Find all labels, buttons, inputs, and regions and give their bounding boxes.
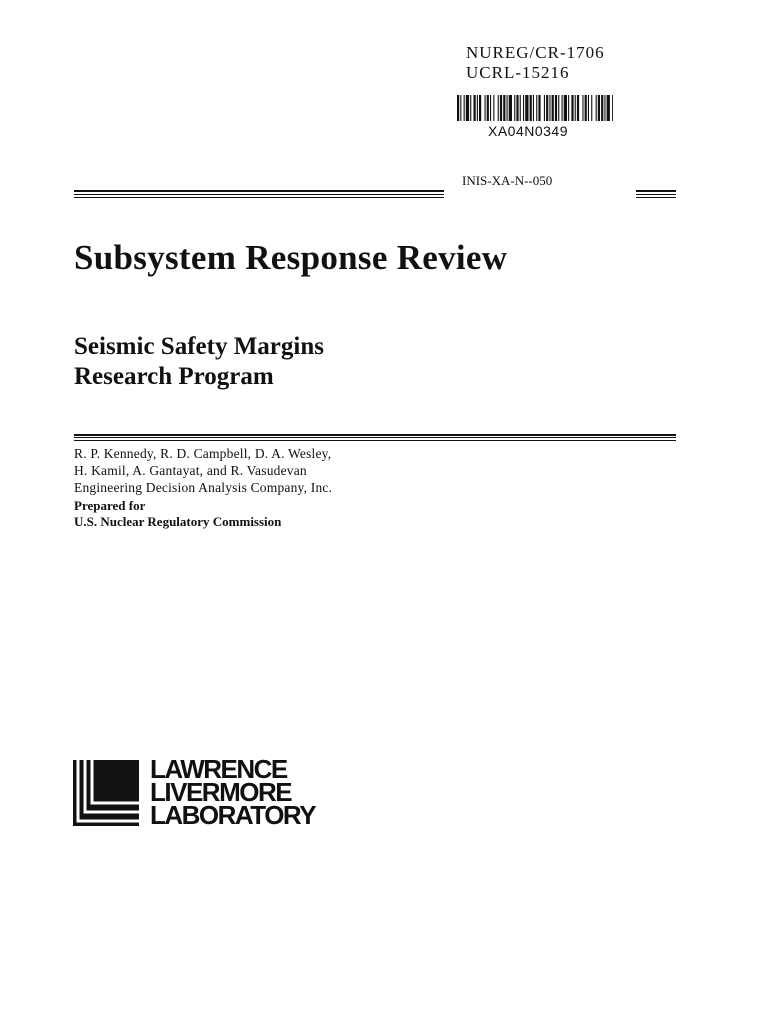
barcode-bar — [457, 95, 459, 121]
barcode-bar — [549, 95, 550, 121]
barcode-bar — [591, 95, 592, 121]
llnl-logo-text — [150, 754, 316, 830]
barcode-icon — [457, 95, 613, 121]
divider-line — [74, 197, 444, 198]
document-title: Subsystem Response Review — [74, 238, 508, 277]
barcode-bar — [538, 95, 540, 121]
prepared-for — [74, 498, 281, 530]
author-line: R. P. Kennedy, R. D. Campbell, D. A. Wesley, — [74, 446, 332, 461]
author-line: H. Kamil, A. Gantayat, and R. Vasudevan — [74, 463, 307, 478]
barcode-bar — [598, 95, 600, 121]
llnl-logo-icon — [73, 760, 139, 826]
barcode-bar — [523, 95, 524, 121]
barcode-bar — [460, 95, 461, 121]
divider-line — [636, 190, 676, 192]
barcode-bar — [470, 95, 471, 121]
barcode-bar — [500, 95, 502, 121]
barcode-bar — [604, 95, 605, 121]
ucrl-report-number: UCRL-15216 — [466, 63, 570, 82]
sponsor-name: U.S. Nuclear Regulatory Commission — [74, 514, 282, 529]
barcode-id: XA04N0349 — [488, 123, 569, 139]
barcode-bar — [525, 95, 528, 121]
divider-line — [74, 194, 444, 195]
barcode-bar — [509, 95, 512, 121]
divider-line — [74, 437, 676, 438]
barcode-bar — [533, 95, 534, 121]
nureg-report-number: NUREG/CR-1706 — [466, 43, 605, 62]
barcode-bar — [466, 95, 469, 121]
barcode-bar — [546, 95, 548, 121]
barcode-bar — [596, 95, 597, 121]
barcode-bar — [516, 95, 518, 121]
subtitle-line: Seismic Safety Margins — [74, 333, 324, 360]
author-affiliation: Engineering Decision Analysis Company, Inc. — [74, 480, 333, 495]
logo-line: LABORATORY — [150, 800, 316, 830]
barcode-bar — [607, 95, 610, 121]
barcode-bar — [464, 95, 465, 121]
inis-id: INIS-XA-N--050 — [462, 173, 553, 188]
barcode-bar — [474, 95, 476, 121]
author-list — [74, 445, 332, 496]
barcode-bar — [555, 95, 557, 121]
divider-line — [74, 190, 444, 192]
barcode-bar — [558, 95, 559, 121]
barcode-bar — [544, 95, 545, 121]
barcode-bar — [585, 95, 587, 121]
barcode-bar — [485, 95, 486, 121]
subtitle-line: Research Program — [74, 363, 274, 390]
barcode-bar — [552, 95, 554, 121]
barcode-bar — [514, 95, 515, 121]
barcode-bar — [562, 95, 563, 121]
barcode-bar — [571, 95, 573, 121]
barcode-bar — [520, 95, 521, 121]
barcode-bar — [612, 95, 613, 121]
barcode-bar — [577, 95, 579, 121]
prepared-for-label: Prepared for — [74, 498, 146, 513]
barcode-bar — [564, 95, 567, 121]
logo-line: LAWRENCE — [150, 754, 287, 784]
divider-line — [636, 194, 676, 195]
barcode-bar — [536, 95, 537, 121]
barcode-bar — [530, 95, 532, 121]
barcode-bar — [490, 95, 491, 121]
barcode-bar — [498, 95, 499, 121]
barcode-bar — [493, 95, 494, 121]
barcode-bar — [568, 95, 569, 121]
barcode-bar — [588, 95, 589, 121]
divider-line — [636, 197, 676, 198]
barcode-bar — [477, 95, 478, 121]
barcode-bar — [479, 95, 481, 121]
barcode-bar — [601, 95, 603, 121]
divider-line — [74, 434, 676, 436]
barcode-bar — [487, 95, 489, 121]
logo-line: LIVERMORE — [150, 777, 292, 807]
barcode-bar — [582, 95, 583, 121]
divider-line — [74, 440, 676, 441]
barcode-bar — [503, 95, 505, 121]
document-subtitle — [74, 332, 324, 392]
barcode-bar — [575, 95, 576, 121]
barcode-bar — [507, 95, 508, 121]
